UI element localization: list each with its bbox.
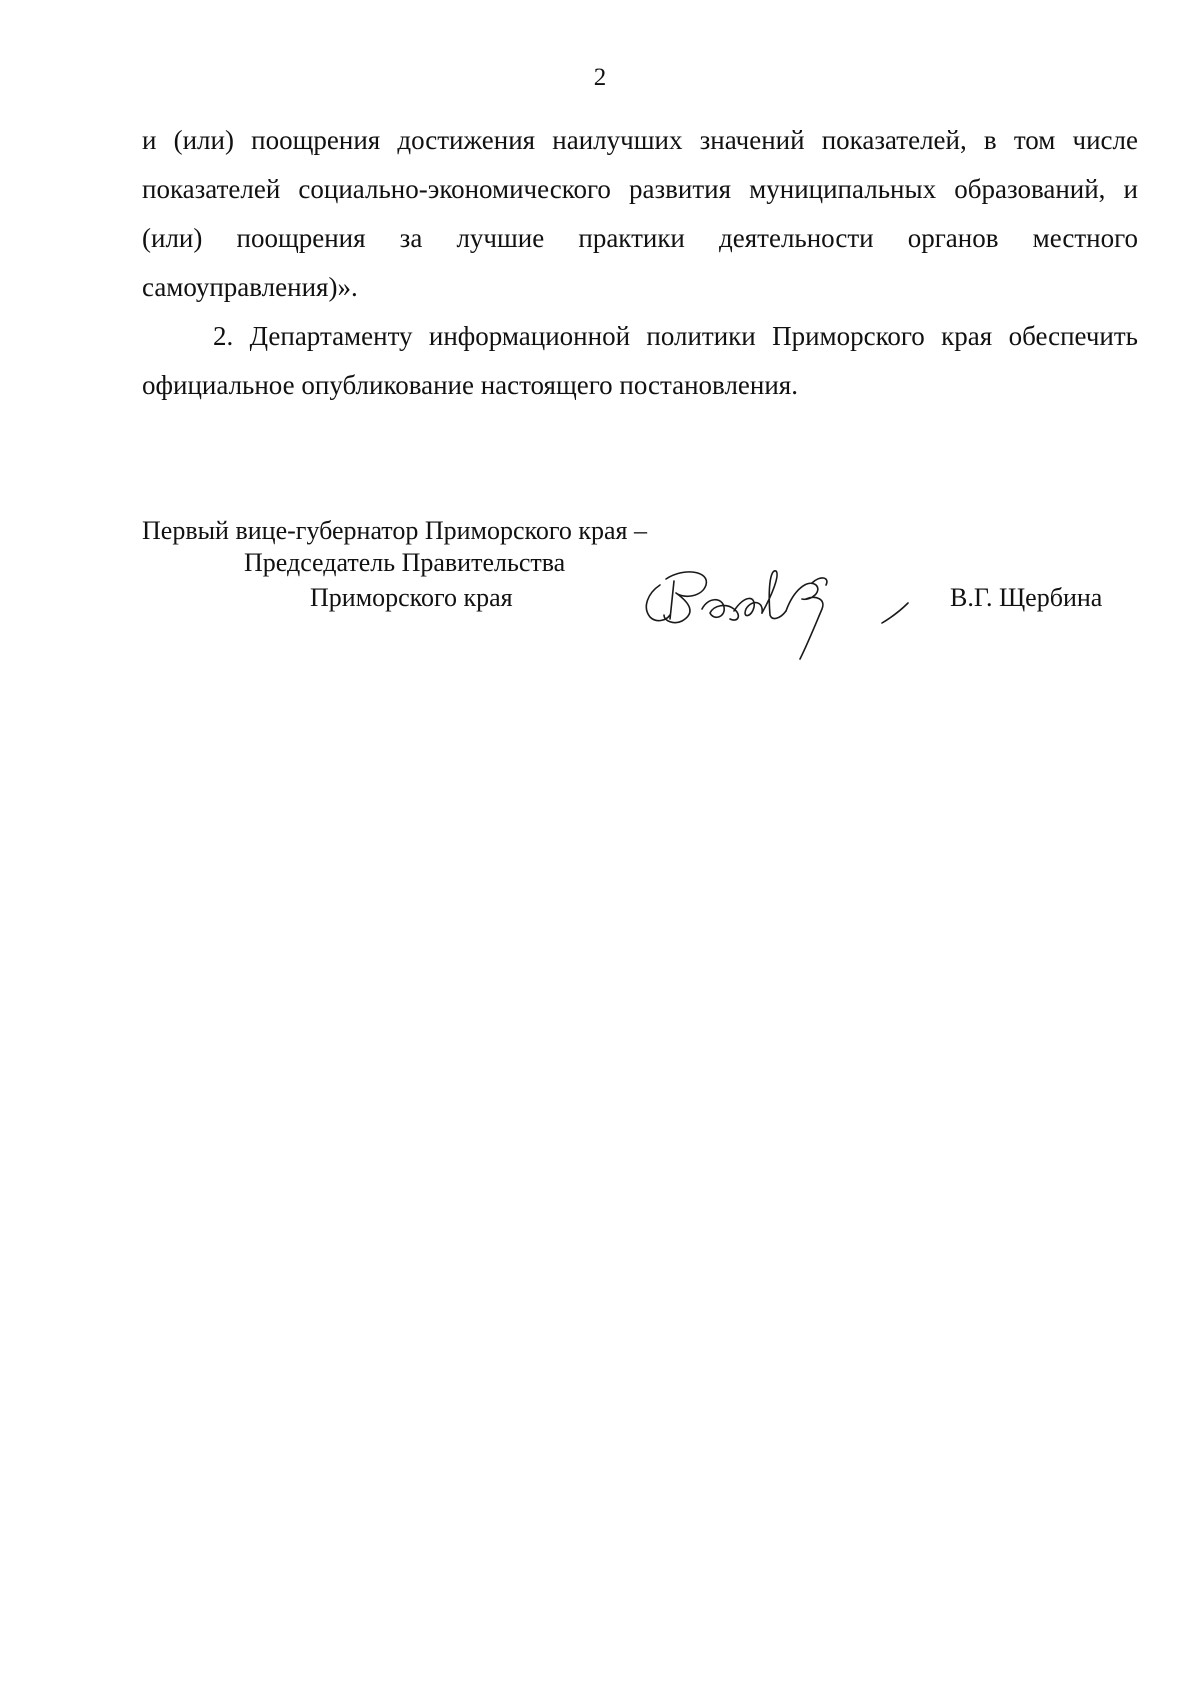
handwritten-signature	[630, 559, 920, 663]
paragraph-continuation: и (или) поощрения достижения наилучших значений показателей, в том числе показателей социально-экономического развития муниципальных образований, и (или) поощрения за лучшие практики деятельности органов местного самоуправления)».	[142, 125, 1138, 302]
signatory-title-line-3: Приморского края	[310, 583, 513, 612]
signatory-name: В.Г. Щербина	[950, 583, 1103, 612]
signature-block	[142, 515, 1142, 655]
signatory-title-line-1: Первый вице-губернатор Приморского края –	[142, 516, 647, 545]
document-body	[142, 116, 1138, 410]
signatory-title-line-2: Председатель Правительства	[244, 548, 566, 577]
page-number: 2	[593, 64, 607, 91]
paragraph-item-2: 2. Департаменту информационной политики Приморского края обеспечить официальное опубликование настоящего постановления.	[142, 321, 1138, 400]
